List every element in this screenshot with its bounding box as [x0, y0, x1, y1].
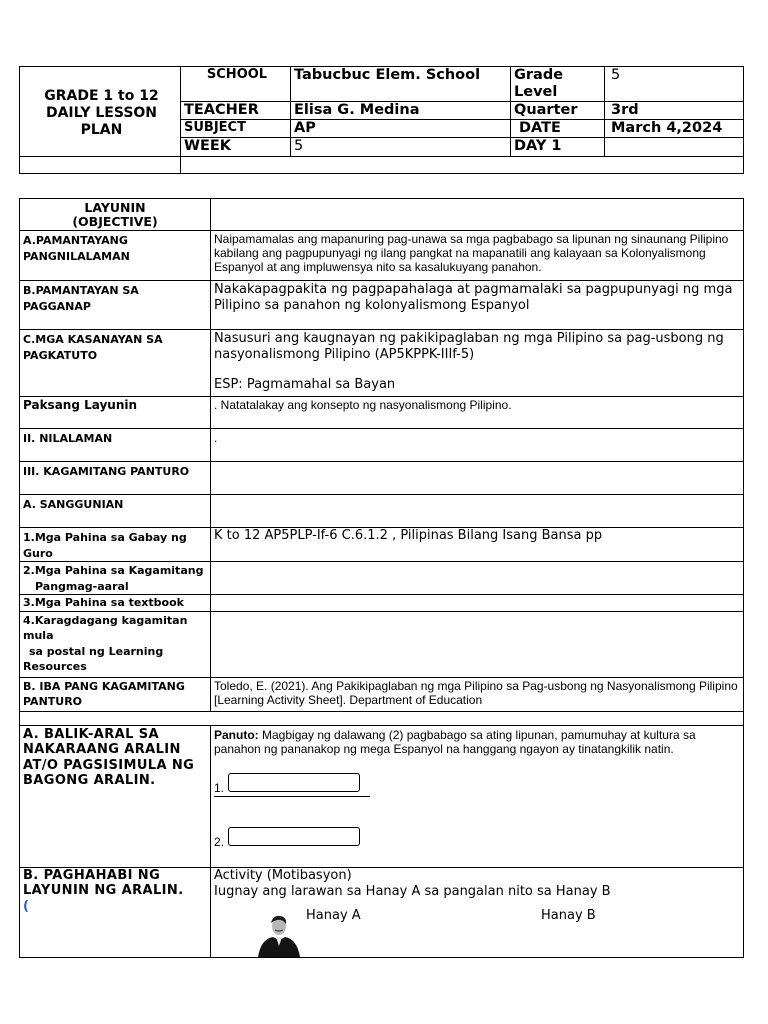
subject-value: AP: [291, 120, 511, 138]
kagamitang-pangmag-aaral-value: [211, 562, 744, 595]
objective-heading-line-2: (OBJECTIVE): [72, 214, 158, 229]
paghahabi-label-text: B. PAGHAHABI NG LAYUNIN NG ARALIN.: [23, 867, 184, 898]
rizal-portrait-image: [255, 913, 301, 957]
header-empty-cell-left: [20, 157, 181, 174]
subject-label: SUBJECT: [181, 120, 291, 138]
pamantayan-pagganap-label: [20, 281, 211, 330]
kagamitang-panturo-label: III. KAGAMITANG PANTURO: [20, 462, 211, 495]
paghahabi-paren: (: [23, 898, 30, 914]
nilalaman-label: II. NILALAMAN: [20, 429, 211, 462]
panuto: [214, 728, 743, 756]
gabay-label-line-2: Guro: [23, 546, 53, 560]
grade-level-label: [511, 67, 605, 102]
karagdagang-label-line-4: Resources: [23, 660, 87, 673]
panuto-text: Magbigay ng dalawang (2) pagbabago sa ating lipunan, pamumuhay at kultura sa panahon ng pananakop ng mega Espanyol na hanggang ngayon ay tinatangkilik natin.: [214, 727, 696, 756]
quarter-label: Quarter: [511, 102, 605, 120]
kasanayan-text: Nasusuri ang kaugnayan ng pakikipaglaban ng mga Pilipino sa pag-usbong ng nasyonalismong Pilipino (AP5KPPK-IIIf-5): [214, 331, 724, 362]
lesson-plan-title: [20, 67, 181, 157]
answer-2-box[interactable]: [228, 827, 360, 846]
school-value: Tabucbuc Elem. School: [291, 67, 511, 102]
week-label: WEEK: [181, 138, 291, 157]
iba-pang-kagamitan-label: [20, 677, 211, 711]
textbook-label: 3.Mga Pahina sa textbook: [20, 595, 211, 612]
activity-instruction: Iugnay ang larawan sa Hanay A sa pangalan nito sa Hanay B: [214, 883, 611, 899]
day-label: DAY 1: [511, 138, 605, 157]
balik-aral-cell: [211, 725, 744, 867]
kasanayan-label: [20, 330, 211, 397]
activity-title: Activity (Motibasyon): [214, 867, 352, 883]
teacher-value: Elisa G. Medina: [291, 102, 511, 120]
karagdagang-label-line-3: sa postal ng Learning: [29, 644, 164, 658]
pagganap-label-line-1: B.PAMANTAYAN SA: [23, 284, 139, 297]
header-table: [19, 66, 744, 174]
esp-text: ESP: Pagmamahal sa Bayan: [214, 377, 396, 392]
balik-aral-label: A. BALIK-ARAL SA NAKARAANG ARALIN AT/O PAGSISIMULA NG BAGONG ARALIN.: [20, 725, 211, 867]
panuto-label: Panuto:: [214, 727, 259, 742]
answer-2-row: [214, 827, 743, 851]
paksang-layunin-text: . Natatalakay ang konsepto ng nasyonalismong Pilipino.: [211, 397, 744, 429]
grade-label-line-1: Grade: [514, 67, 564, 83]
day-value: [605, 138, 744, 157]
item-2-number: 2.: [214, 834, 225, 849]
paksang-layunin-label: Paksang Layunin: [20, 397, 211, 429]
title-line-3: PLAN: [80, 122, 123, 138]
week-value: 5: [291, 138, 511, 157]
kasanayan-label-line-1: C.MGA KASANAYAN SA: [23, 333, 163, 346]
karagdagang-label-line-1: 4.Karagdagang kagamitan: [23, 613, 188, 627]
kasanayan-label-line-2: PAGKATUTO: [23, 348, 98, 362]
title-line-1: GRADE 1 to 12: [44, 88, 159, 104]
grade-label-line-2: Level: [514, 84, 558, 100]
teacher-label: TEACHER: [181, 102, 291, 120]
title-line-2: DAILY LESSON: [45, 105, 158, 121]
school-label: SCHOOL: [181, 67, 291, 102]
pamantayang-pangnilalaman-text: Naipamamalas ang mapanuring pag-unawa sa mga pagbabago sa lipunan ng sinaunang Pilipino kabilang ang pagpupunyagi ng ilang pangkat na mapanatili ang kalayaan sa Kolonyalismong Espanyol at ang impluwensya nito sa kasalukuyang panahon.: [211, 231, 744, 281]
textbook-value: [211, 595, 744, 612]
kagamitang-panturo-value: [211, 462, 744, 495]
karagdagang-kagamitan-label: [20, 611, 211, 677]
karagdagang-kagamitan-value: [211, 611, 744, 677]
objective-heading-empty: [211, 199, 744, 231]
date-value: March 4,2024: [605, 120, 744, 138]
spacer-row: [20, 711, 744, 725]
pamantayang-label-line-2: PANGNILALAMAN: [23, 249, 130, 263]
sanggunian-value: [211, 495, 744, 528]
hanay-b-label: Hanay B: [541, 907, 596, 923]
hanay-a-label: Hanay A: [306, 907, 361, 923]
kagamitang-label-line-2: Pangmag-aaral: [35, 579, 129, 593]
item-1-number: 1.: [214, 780, 225, 795]
kagamitang-pangmag-aaral-label: [20, 562, 211, 595]
kasanayan-cell: [211, 330, 744, 397]
pamantayang-label-line-1: A.PAMANTAYANG: [23, 234, 128, 247]
paghahabi-label: [20, 867, 211, 957]
lesson-table: [19, 198, 744, 958]
quarter-value: 3rd: [605, 102, 744, 120]
grade-value: 5: [605, 67, 744, 102]
iba-pang-kagamitan-text: Toledo, E. (2021). Ang Pakikipaglaban ng mga Pilipino sa Pag-usbong ng Nasyonalismong Pilipino [Learning Activity Sheet]. Department of Education: [211, 677, 744, 711]
nilalaman-text: .: [211, 429, 744, 462]
gabay-guro-text: K to 12 AP5PLP-If-6 C.6.1.2 , Pilipinas Bilang Isang Bansa pp: [211, 528, 744, 562]
karagdagang-label-line-2: mula: [23, 629, 54, 642]
answer-1-row: [214, 773, 743, 803]
gabay-guro-label: [20, 528, 211, 562]
answer-1-line: [214, 796, 370, 797]
sanggunian-label: A. SANGGUNIAN: [20, 495, 211, 528]
pagganap-label-line-2: PAGGANAP: [23, 299, 91, 313]
gabay-label-line-1: 1.Mga Pahina sa Gabay ng: [23, 531, 187, 544]
pamantayang-pangnilalaman-label: [20, 231, 211, 281]
objective-heading-line-1: LAYUNIN: [84, 200, 146, 215]
answer-1-box[interactable]: [228, 773, 360, 792]
iba-label-line-2: PANTURO: [23, 695, 83, 708]
date-label: DATE: [511, 120, 605, 138]
objective-heading: [20, 199, 211, 231]
iba-label-line-1: B. IBA PANG KAGAMITANG: [23, 679, 185, 693]
pamantayan-pagganap-text: Nakakapagpakita ng pagpapahalaga at pagmamalaki sa pagpupunyagi ng mga Pilipino sa panahon ng kolonyalismong Espanyol: [211, 281, 744, 330]
kagamitang-label-line-1: 2.Mga Pahina sa Kagamitang: [23, 564, 204, 577]
header-empty-cell-right: [181, 157, 744, 174]
